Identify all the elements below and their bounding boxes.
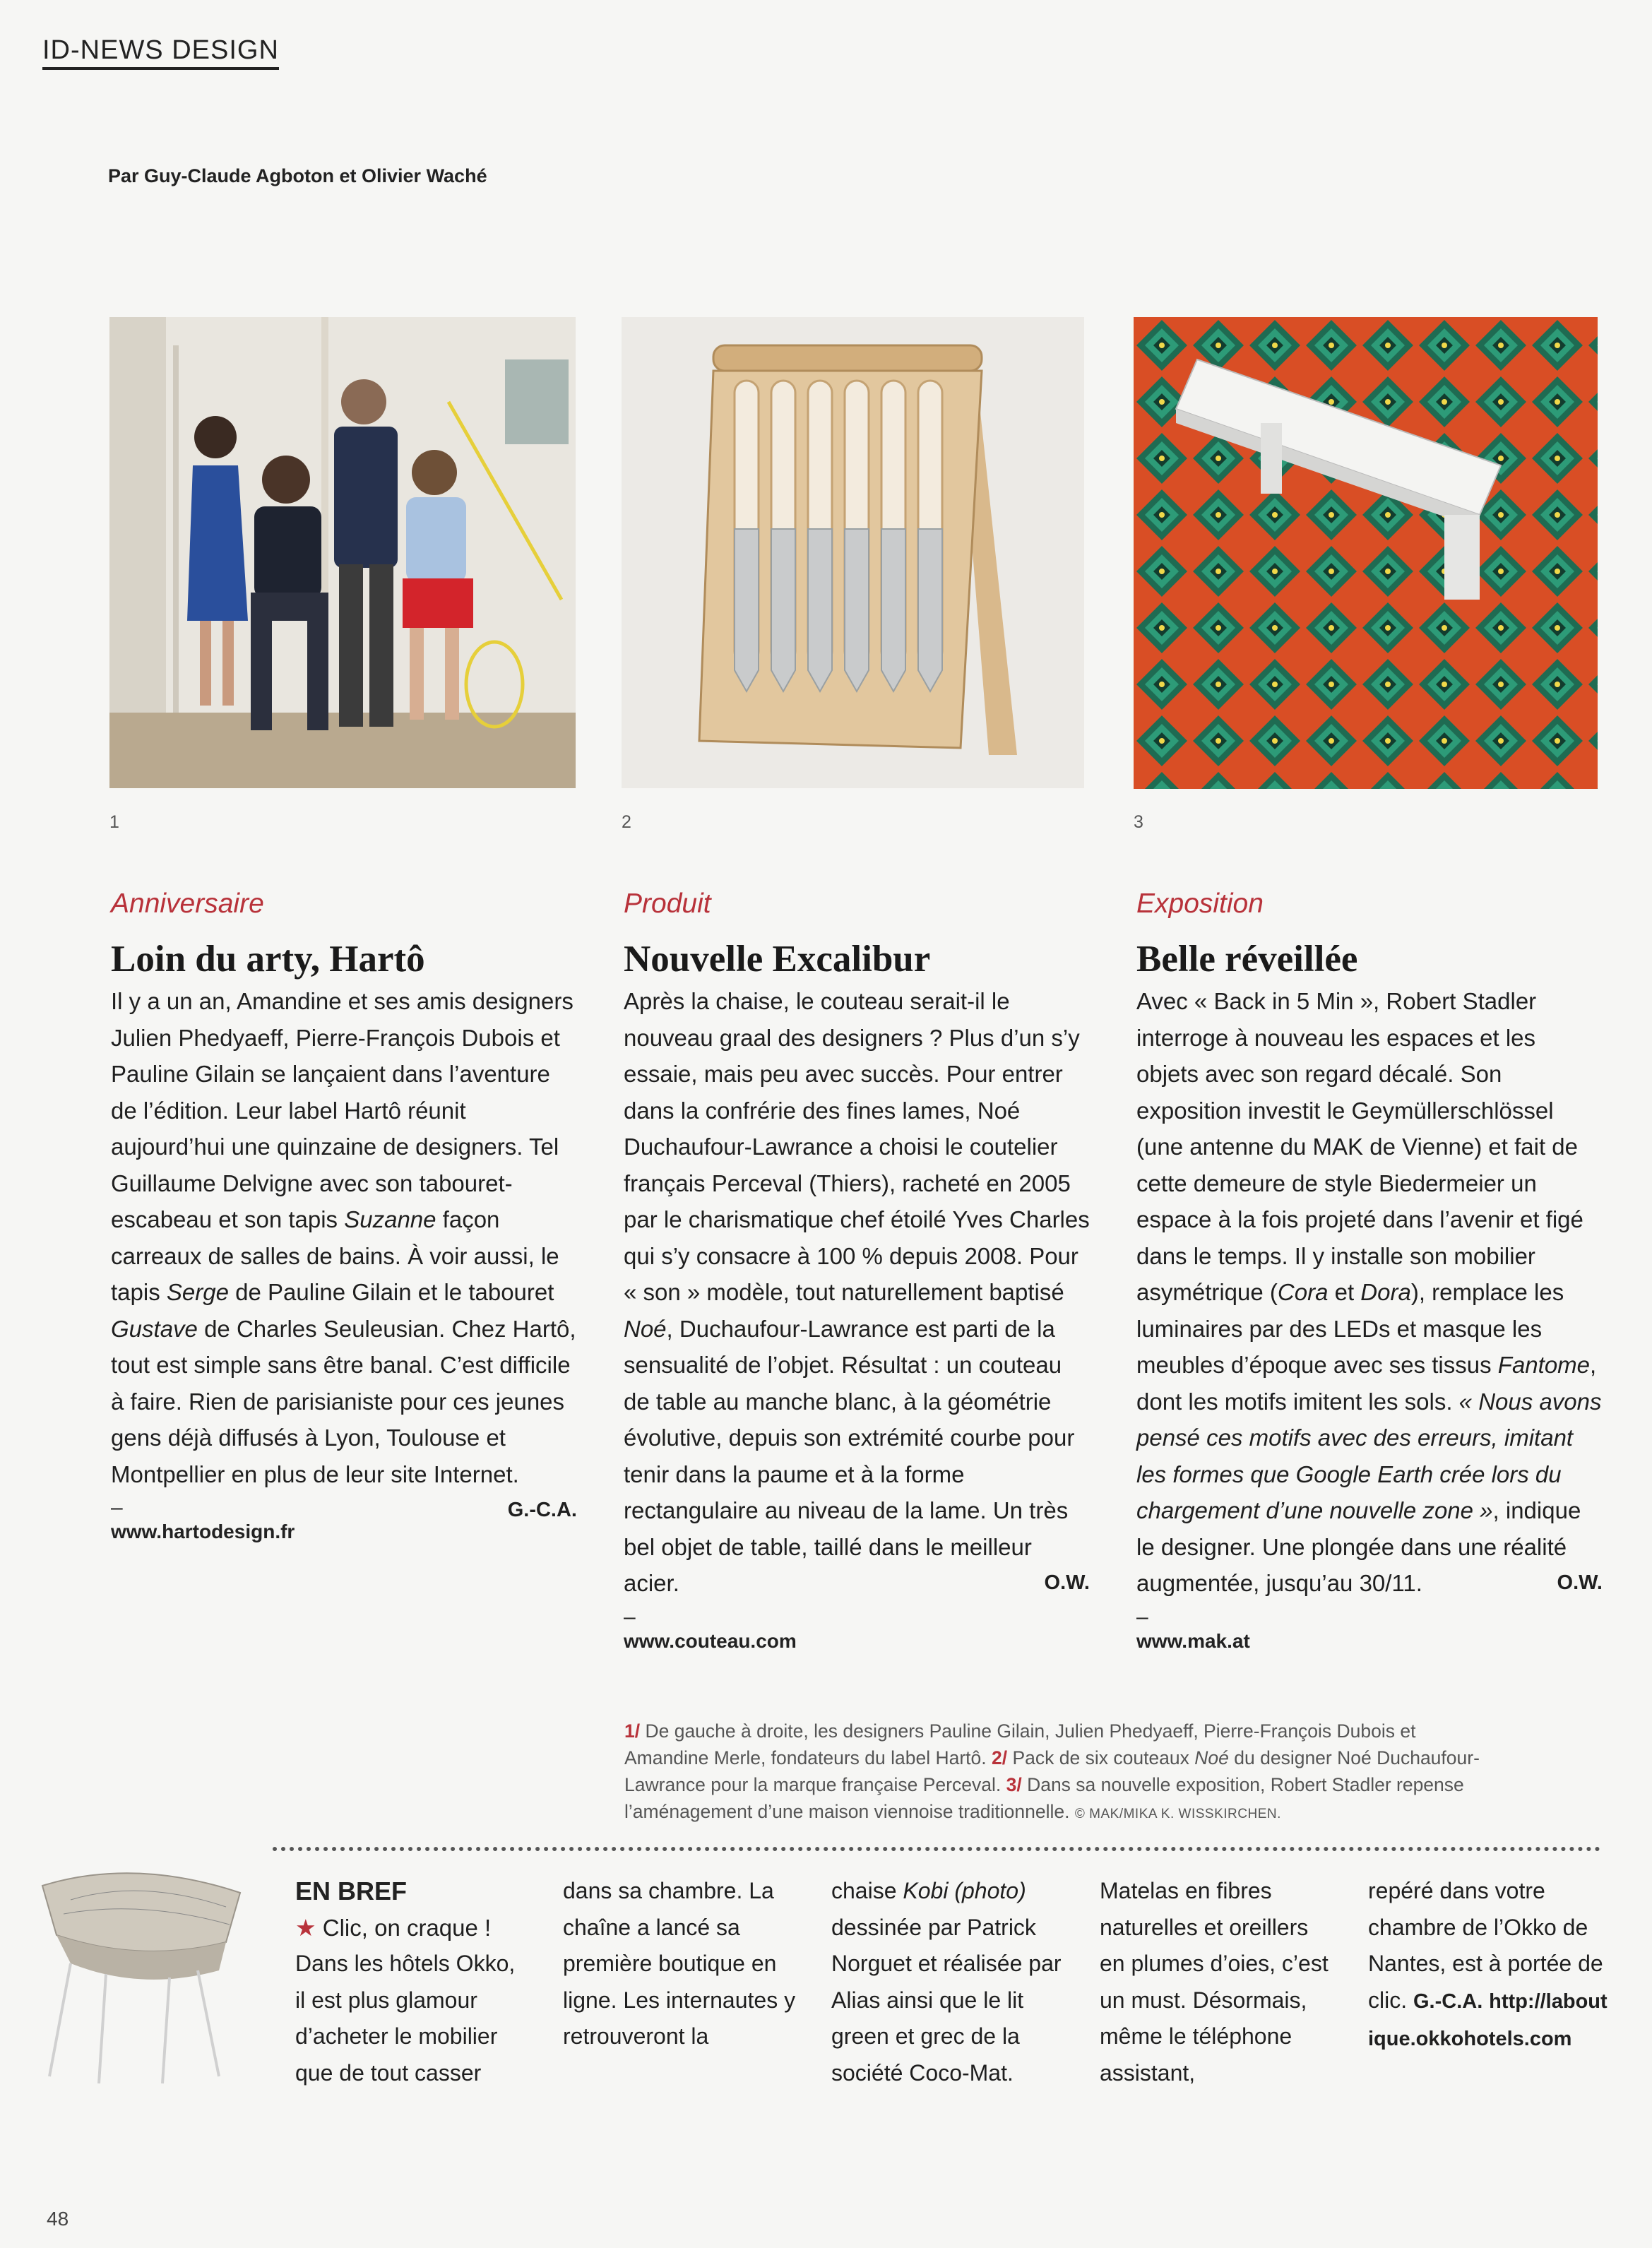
brief-column-4 [1100, 1873, 1333, 2091]
page-number: 48 [47, 2208, 69, 2230]
dash-separator: – [1136, 1605, 1148, 1629]
article-signature: O.W. [1044, 1571, 1090, 1594]
photo-caption: 1/ De gauche à droite, les designers Pauline Gilain, Julien Phedyaeff, Pierre-François Dubois et Amandine Merle, fondateurs du label Hartô. 2/ Pack de six couteaux Noé du designer Noé Duchaufour-Lawrance pour la marque française Perceval. 3/ Dans sa nouvelle exposition, Robert Stadler repense l’aménagement d’une maison viennoise traditionnelle. © MAK/MIKA K. WISSKIRCHEN. [624, 1720, 1480, 1822]
brief-text: dans sa chambre. La chaîne a lancé sa première boutique en ligne. Les internautes y retrouveront la [563, 1878, 796, 2049]
photo-number-2: 2 [622, 812, 631, 832]
star-icon: ★ [295, 1914, 316, 1941]
article-link[interactable]: www.mak.at [1136, 1629, 1250, 1652]
article-headline: Belle réveillée [1136, 939, 1358, 980]
brief-text: Dans les hôtels Okko, il est plus glamour d’acheter le mobilier que de tout casser [295, 1951, 516, 2086]
brief-column-1 [295, 1873, 528, 2091]
article-category: Produit [624, 888, 711, 919]
brief-text: repéré dans votre chambre de l’Okko de Nantes, est à portée de clic. G.-C.A. http://laboutique.okkohotels.com [1368, 1878, 1608, 2050]
article-harto [111, 888, 577, 1543]
article-body: Il y a un an, Amandine et ses amis designers Julien Phedyaeff, Pierre-François Dubois et Pauline Gilain se lançaient dans l’aventure de l’édition. Leur label Hartô réunit aujourd’hui une quinzaine de designers. Tel Guillaume Delvigne avec son tabouret-escabeau et son tapis Suzanne façon carreaux de salles de bains. À voir aussi, le tapis Serge de Pauline Gilain et le tabouret Gustave de Charles Seuleusian. Chez Hartô, tout est simple sans être banal. C’est difficile à faire. Rien de parisianiste pour ces jeunes gens déjà diffusés à Lyon, Toulouse et Montpellier en plus de leur site Internet. G.-C.A. [111, 983, 577, 1492]
dash-separator: – [111, 1496, 123, 1519]
brief-headline: ★ Clic, on craque ! [295, 1914, 492, 1941]
article-category: Exposition [1136, 888, 1264, 919]
photo-credit: © MAK/MIKA K. WISSKIRCHEN. [1074, 1807, 1281, 1821]
byline: Par Guy-Claude Agboton et Olivier Waché [108, 165, 487, 186]
dotted-divider [273, 1847, 1600, 1857]
dash-separator: – [624, 1605, 636, 1629]
article-body: Avec « Back in 5 Min », Robert Stadler interroge à nouveau les espaces et les objets avec son regard décalé. Son exposition investit le Geymüllerschlössel (une antenne du MAK de Vienne) et fait de cette demeure de style Biedermeier un espace à la fois projeté dans l’avenir et figé dans le temps. Il y installe son mobilier asymétrique (Cora et Dora), remplace les luminaires par des LEDs et masque les meubles d’époque avec ses tissus Fantome, dont les motifs imitent les sols. « Nous avons pensé ces motifs avec des erreurs, imitant les formes que Google Earth crée lors du chargement d’une nouvelle zone », indique le designer. Une plongée dans une réalité augmentée, jusqu’au 30/11. O.W. [1136, 983, 1603, 1602]
brief-signature: G.-C.A. [1413, 1990, 1483, 2013]
photo-number-1: 1 [109, 812, 119, 832]
article-belle-reveillee [1136, 888, 1603, 1653]
team-photo [109, 317, 576, 788]
brief-column-3 [831, 1873, 1064, 2091]
article-headline: Loin du arty, Hartô [111, 939, 425, 980]
article-signature: O.W. [1557, 1571, 1603, 1594]
exhibition-photo [1134, 317, 1598, 789]
brief-text: Matelas en fibres naturelles et oreillers en plumes d’oies, c’est un must. Désormais, même le téléphone assistant, [1100, 1878, 1329, 2086]
article-headline: Nouvelle Excalibur [624, 939, 931, 980]
article-category: Anniversaire [111, 888, 264, 919]
brief-link[interactable]: http://laboutique.okkohotels.com [1368, 1990, 1608, 2050]
knife-set-photo [622, 317, 1084, 788]
photo-number-3: 3 [1134, 812, 1143, 832]
article-signature: G.-C.A. [507, 1499, 577, 1521]
section-title: ID-NEWS DESIGN [42, 35, 279, 70]
article-link[interactable]: www.hartodesign.fr [111, 1521, 295, 1542]
chair-photo [28, 1857, 261, 2091]
article-excalibur [624, 888, 1090, 1653]
article-link[interactable]: www.couteau.com [624, 1629, 797, 1652]
brief-column-2 [563, 1873, 796, 2055]
brief-text: chaise Kobi (photo) dessinée par Patrick Norguet et réalisée par Alias ainsi que le lit green et grec de la société Coco-Mat. [831, 1878, 1062, 2086]
brief-column-5 [1368, 1873, 1608, 2058]
article-body: Après la chaise, le couteau serait-il le nouveau graal des designers ? Plus d’un s’y essaie, mais peu avec succès. Pour entrer dans la confrérie des fines lames, Noé Duchaufour-Lawrance a choisi le coutelier français Perceval (Thiers), racheté en 2005 par le charismatique chef étoilé Yves Charles qui s’y consacre à 100 % depuis 2008. Pour « son » modèle, tout naturellement baptisé Noé, Duchaufour-Lawrance est parti de la sensualité de l’objet. Résultat : un couteau de table au manche blanc, à la géométrie évolutive, depuis son extrémité courbe pour tenir dans la paume et à la forme rectangulaire au niveau de la lame. Un très bel objet de table, taillé dans le meilleur acier. O.W. [624, 983, 1090, 1602]
brief-title: EN BREF [295, 1877, 408, 1905]
